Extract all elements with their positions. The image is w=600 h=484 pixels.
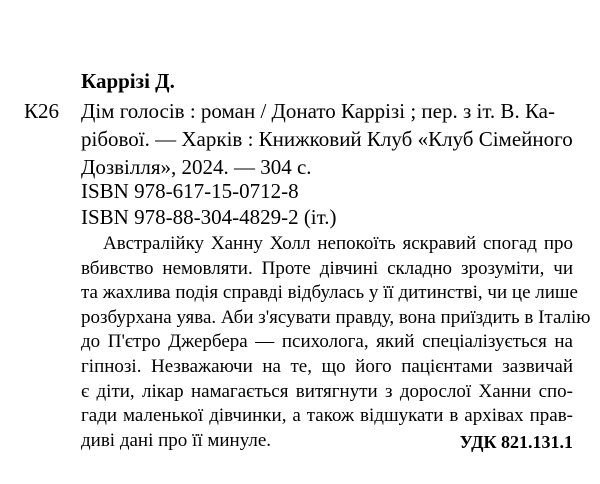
udc-code: УДК 821.131.1 xyxy=(459,432,573,452)
classification-code: К26 xyxy=(24,99,60,123)
annotation-line: та жахлива подія справді відбулась у її дитинстві, чи це лише xyxy=(81,282,578,304)
annotation-line: гади маленької дівчинки, а також відшукати в архівах прав- xyxy=(81,405,573,427)
entry-line: рібової. — Харків : Книжковий Клуб «Клуб Сімейного xyxy=(81,127,573,151)
author-heading: Каррізі Д. xyxy=(81,69,175,93)
isbn-line: ISBN 978-617-15-0712-8 xyxy=(81,179,299,203)
entry-line: Дозвілля», 2024. — 304 с. xyxy=(81,155,312,179)
annotation-line: вбивство немовляти. Проте дівчині складно зрозуміти, чи xyxy=(81,257,573,279)
annotation-line: диві дані про її минуле. xyxy=(81,429,272,451)
isbn-line: ISBN 978-88-304-4829-2 (іт.) xyxy=(81,205,337,229)
annotation-line: розбурхана уява. Аби з'ясувати правду, вона приїздить в Італію xyxy=(81,306,591,328)
annotation-line: до П'єтро Джербера — психолога, який спеціалізується на xyxy=(81,331,573,353)
annotation-line: є діти, лікар намагається витягнути з дорослої Ханни спо- xyxy=(81,380,573,402)
entry-line: Дім голосів : роман / Донато Каррізі ; пер. з іт. В. Ка- xyxy=(81,99,555,123)
annotation-line: гіпнозі. Незважаючи на те, що його пацієнтами зазвичай xyxy=(81,355,573,377)
annotation-line: Австралійку Ханну Холл непокоїть яскравий спогад про xyxy=(103,233,573,254)
annotation xyxy=(81,232,591,453)
isbn-block xyxy=(81,178,337,230)
bibliographic-entry xyxy=(81,97,573,181)
